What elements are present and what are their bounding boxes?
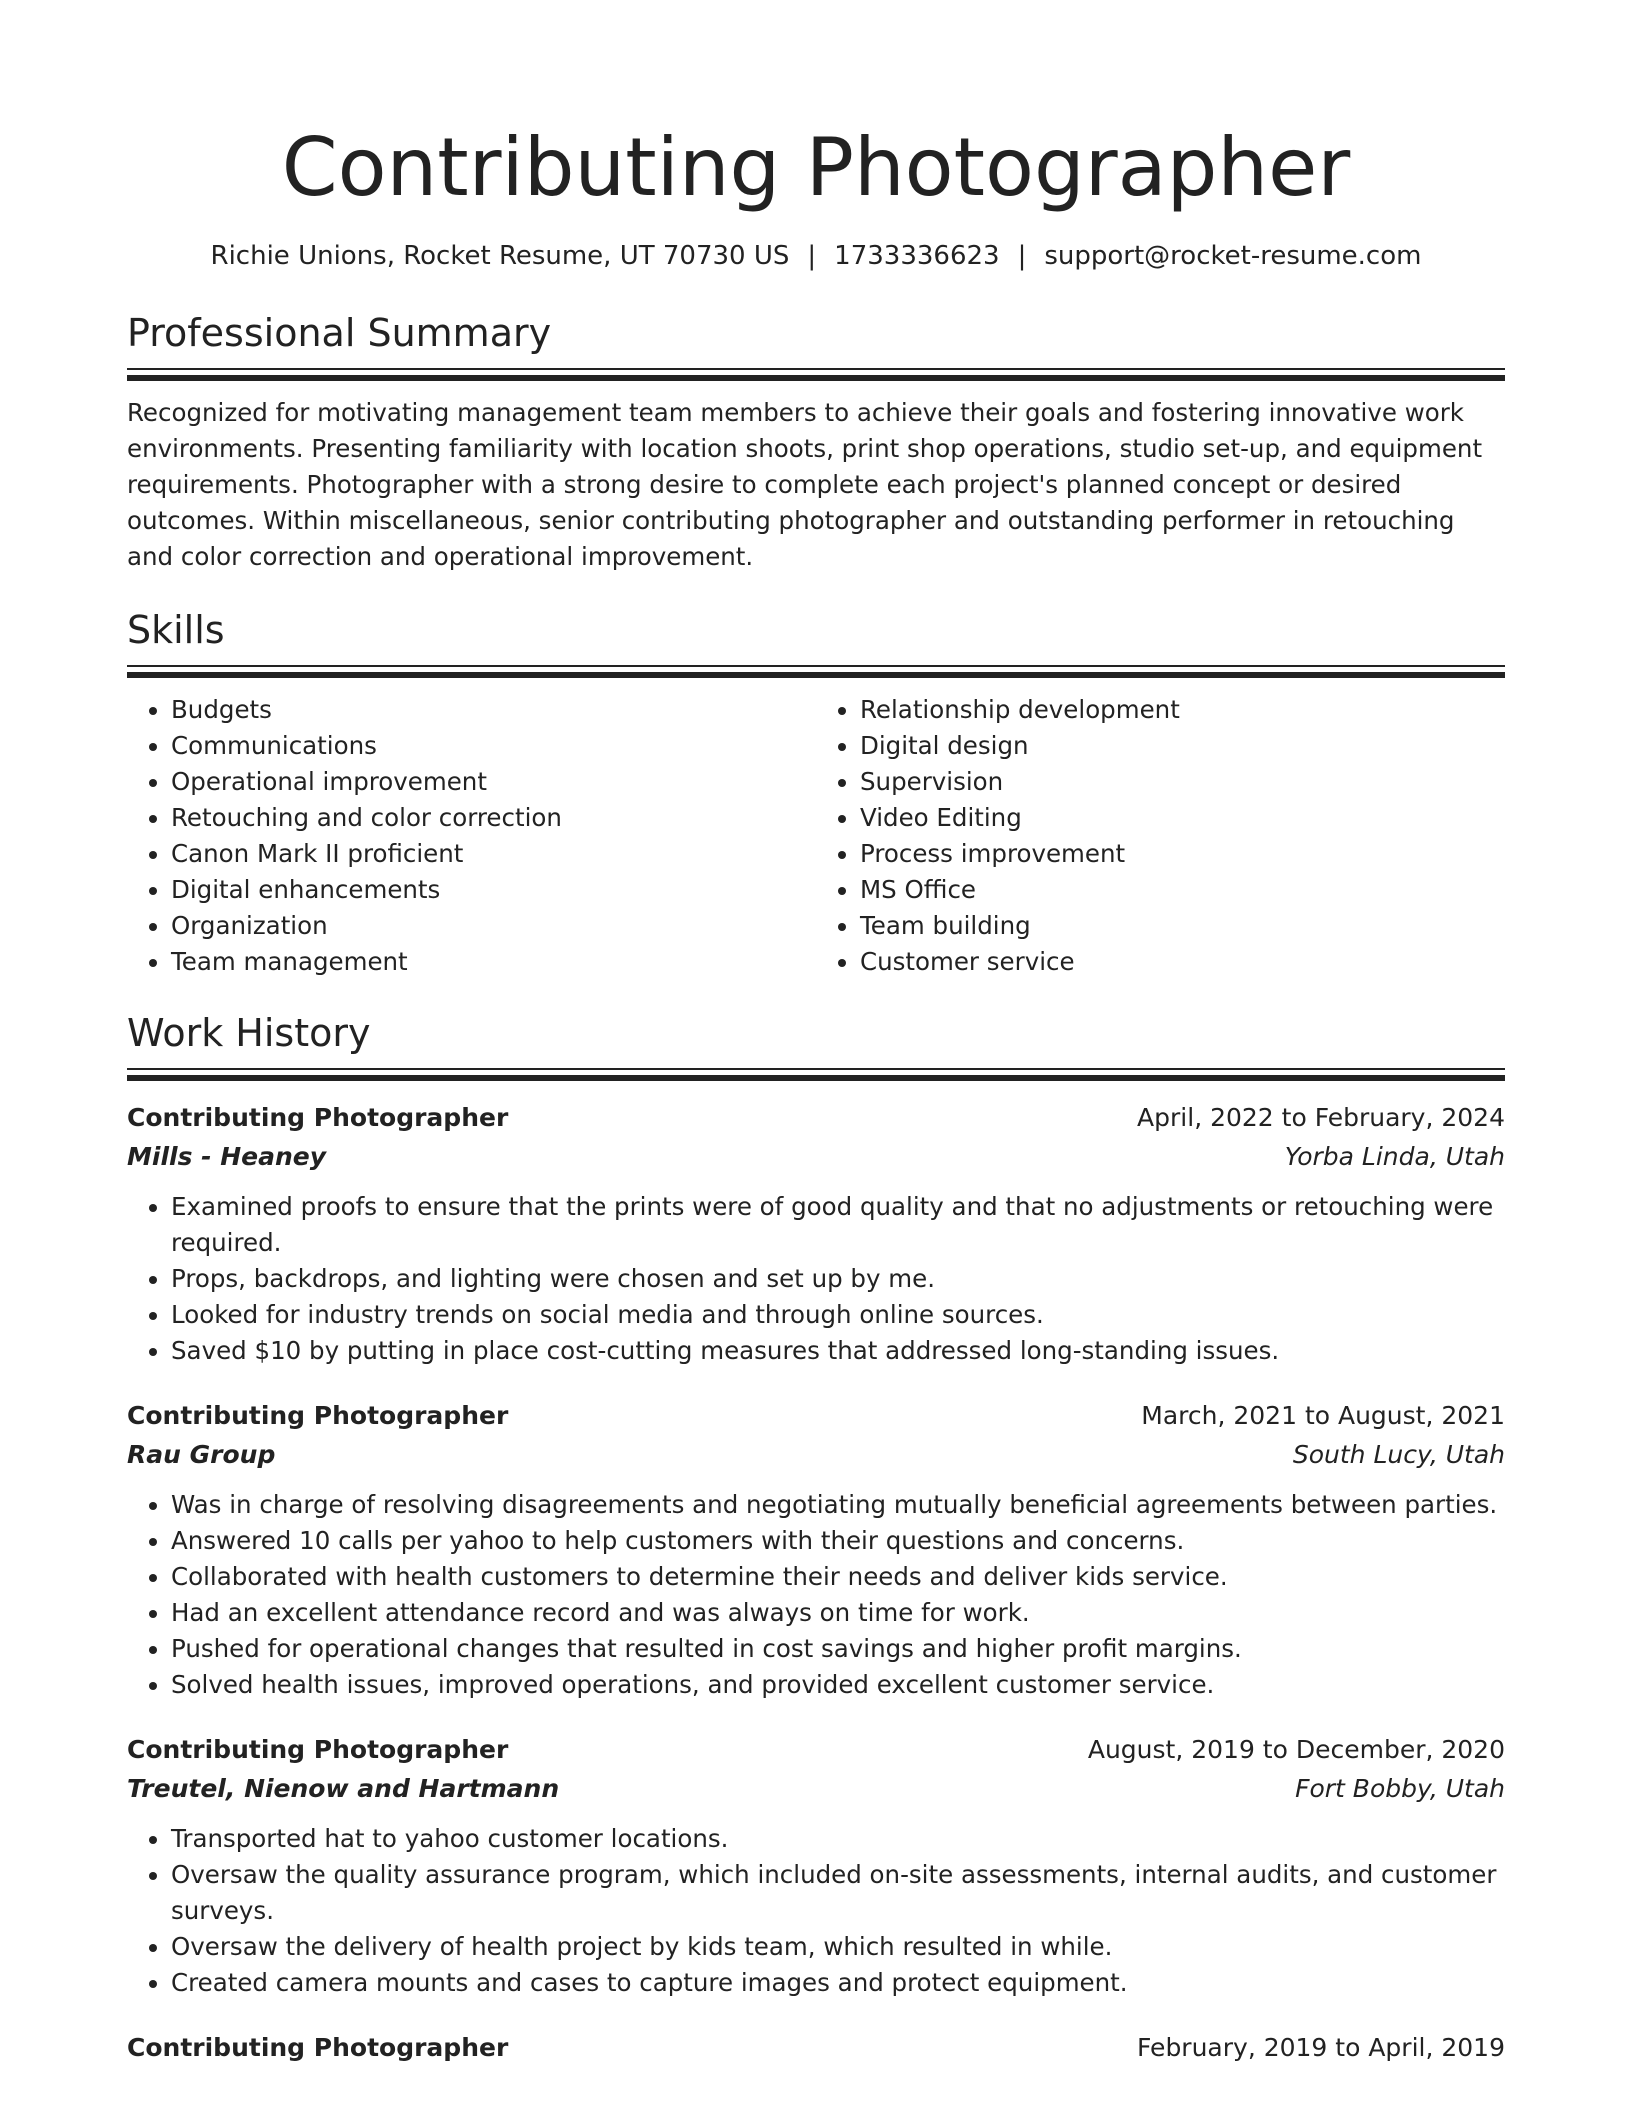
job-bullet: • Saved $10 by putting in place cost-cutting measures that addressed long-standing issues. xyxy=(171,1333,1505,1369)
skills-list xyxy=(127,692,1505,980)
skill-item: • Process improvement xyxy=(860,836,1505,872)
skill-item: • Supervision xyxy=(860,764,1505,800)
skill-item: • MS Office xyxy=(860,872,1505,908)
job-dates: April, 2022 to February, 2024 xyxy=(1137,1103,1505,1132)
job-bullet: • Solved health issues, improved operations, and provided excellent customer service. xyxy=(171,1667,1505,1703)
resume-name: Contributing Photographer xyxy=(281,121,1351,214)
skill-item: • Digital design xyxy=(860,728,1505,764)
job-bullet: • Pushed for operational changes that resulted in cost savings and higher profit margins. xyxy=(171,1631,1505,1667)
skill-item: • Customer service xyxy=(860,944,1505,980)
skill-item: • Communications xyxy=(171,728,816,764)
job-entry xyxy=(127,1099,1505,1369)
job-title: Contributing Photographer xyxy=(127,1401,509,1430)
skill-item: • Relationship development xyxy=(860,692,1505,728)
work-history-section xyxy=(127,1008,1505,2067)
job-subheader xyxy=(127,1769,1505,1809)
contact-line xyxy=(127,238,1505,274)
job-bullet: • Created camera mounts and cases to capture images and protect equipment. xyxy=(171,1965,1505,2001)
job-location: South Lucy, Utah xyxy=(1292,1440,1505,1469)
job-bullets xyxy=(127,1189,1505,1369)
skill-item: • Video Editing xyxy=(860,800,1505,836)
job-bullet: • Oversaw the delivery of health project by kids team, which resulted in while. xyxy=(171,1929,1505,1965)
job-title: Contributing Photographer xyxy=(127,1103,509,1132)
job-entry xyxy=(127,1397,1505,1703)
contact-separator: | xyxy=(1017,241,1027,271)
job-location: Yorba Linda, Utah xyxy=(1284,1142,1505,1171)
job-bullet: • Looked for industry trends on social media and through online sources. xyxy=(171,1297,1505,1333)
skills-column-left xyxy=(127,692,816,980)
job-header xyxy=(127,1397,1505,1435)
job-company: Treutel, Nienow and Hartmann xyxy=(127,1774,560,1803)
skills-section xyxy=(127,605,1505,980)
job-bullets xyxy=(127,1821,1505,2001)
contact-phone: 1733336623 xyxy=(834,241,1000,271)
job-company: Rau Group xyxy=(127,1440,276,1469)
work-history-heading: Work History xyxy=(127,1011,371,1055)
job-title: Contributing Photographer xyxy=(127,1735,509,1764)
job-title: Contributing Photographer xyxy=(127,2033,509,2062)
skill-item: • Retouching and color correction xyxy=(171,800,816,836)
job-entry xyxy=(127,2029,1505,2067)
skill-item: • Operational improvement xyxy=(171,764,816,800)
job-dates: August, 2019 to December, 2020 xyxy=(1087,1735,1505,1764)
job-bullet: • Collaborated with health customers to determine their needs and deliver kids service. xyxy=(171,1559,1505,1595)
skill-item: • Organization xyxy=(171,908,816,944)
job-bullet: • Props, backdrops, and lighting were chosen and set up by me. xyxy=(171,1261,1505,1297)
job-dates: February, 2019 to April, 2019 xyxy=(1137,2033,1505,2062)
job-location: Fort Bobby, Utah xyxy=(1295,1774,1505,1803)
job-subheader xyxy=(127,1435,1505,1475)
skills-column-right xyxy=(816,692,1505,980)
contact-separator: | xyxy=(807,241,817,271)
skills-heading: Skills xyxy=(127,608,225,652)
contact-address: Richie Unions, Rocket Resume, UT 70730 US xyxy=(210,241,790,271)
job-header xyxy=(127,1099,1505,1137)
job-header xyxy=(127,2029,1505,2067)
skill-item: • Team management xyxy=(171,944,816,980)
summary-heading: Professional Summary xyxy=(127,311,552,355)
job-bullet: • Oversaw the quality assurance program, which included on-site assessments, internal audits, and customer surveys. xyxy=(171,1857,1505,1929)
skill-item: • Team building xyxy=(860,908,1505,944)
job-bullet: • Had an excellent attendance record and was always on time for work. xyxy=(171,1595,1505,1631)
job-bullet: • Was in charge of resolving disagreements and negotiating mutually beneficial agreements between parties. xyxy=(171,1487,1505,1523)
skill-item: • Digital enhancements xyxy=(171,872,816,908)
section-divider xyxy=(127,368,1505,381)
skill-item: • Canon Mark II proficient xyxy=(171,836,816,872)
summary-text: Recognized for motivating management team members to achieve their goals and fostering innovative work environments. Presenting familiarity with location shoots, print shop operations, studio set-up, and equipment requirements. Photographer with a strong desire to complete each project's planned concept or desired outcomes. Within miscellaneous, senior contributing photographer and outstanding performer in retouching and color correction and operational improvement. xyxy=(127,398,1483,571)
summary-section xyxy=(127,308,1505,575)
job-header xyxy=(127,1731,1505,1769)
job-subheader xyxy=(127,1137,1505,1177)
section-divider xyxy=(127,1068,1505,1081)
contact-email: support@rocket-resume.com xyxy=(1044,241,1422,271)
job-dates: March, 2021 to August, 2021 xyxy=(1141,1401,1505,1430)
job-bullet: • Examined proofs to ensure that the prints were of good quality and that no adjustments or retouching were required. xyxy=(171,1189,1505,1261)
job-bullet: • Transported hat to yahoo customer locations. xyxy=(171,1821,1505,1857)
job-company: Mills - Heaney xyxy=(127,1142,327,1171)
section-divider xyxy=(127,665,1505,678)
job-bullet: • Answered 10 calls per yahoo to help customers with their questions and concerns. xyxy=(171,1523,1505,1559)
job-bullets xyxy=(127,1487,1505,1703)
job-entry xyxy=(127,1731,1505,2001)
skill-item: • Budgets xyxy=(171,692,816,728)
